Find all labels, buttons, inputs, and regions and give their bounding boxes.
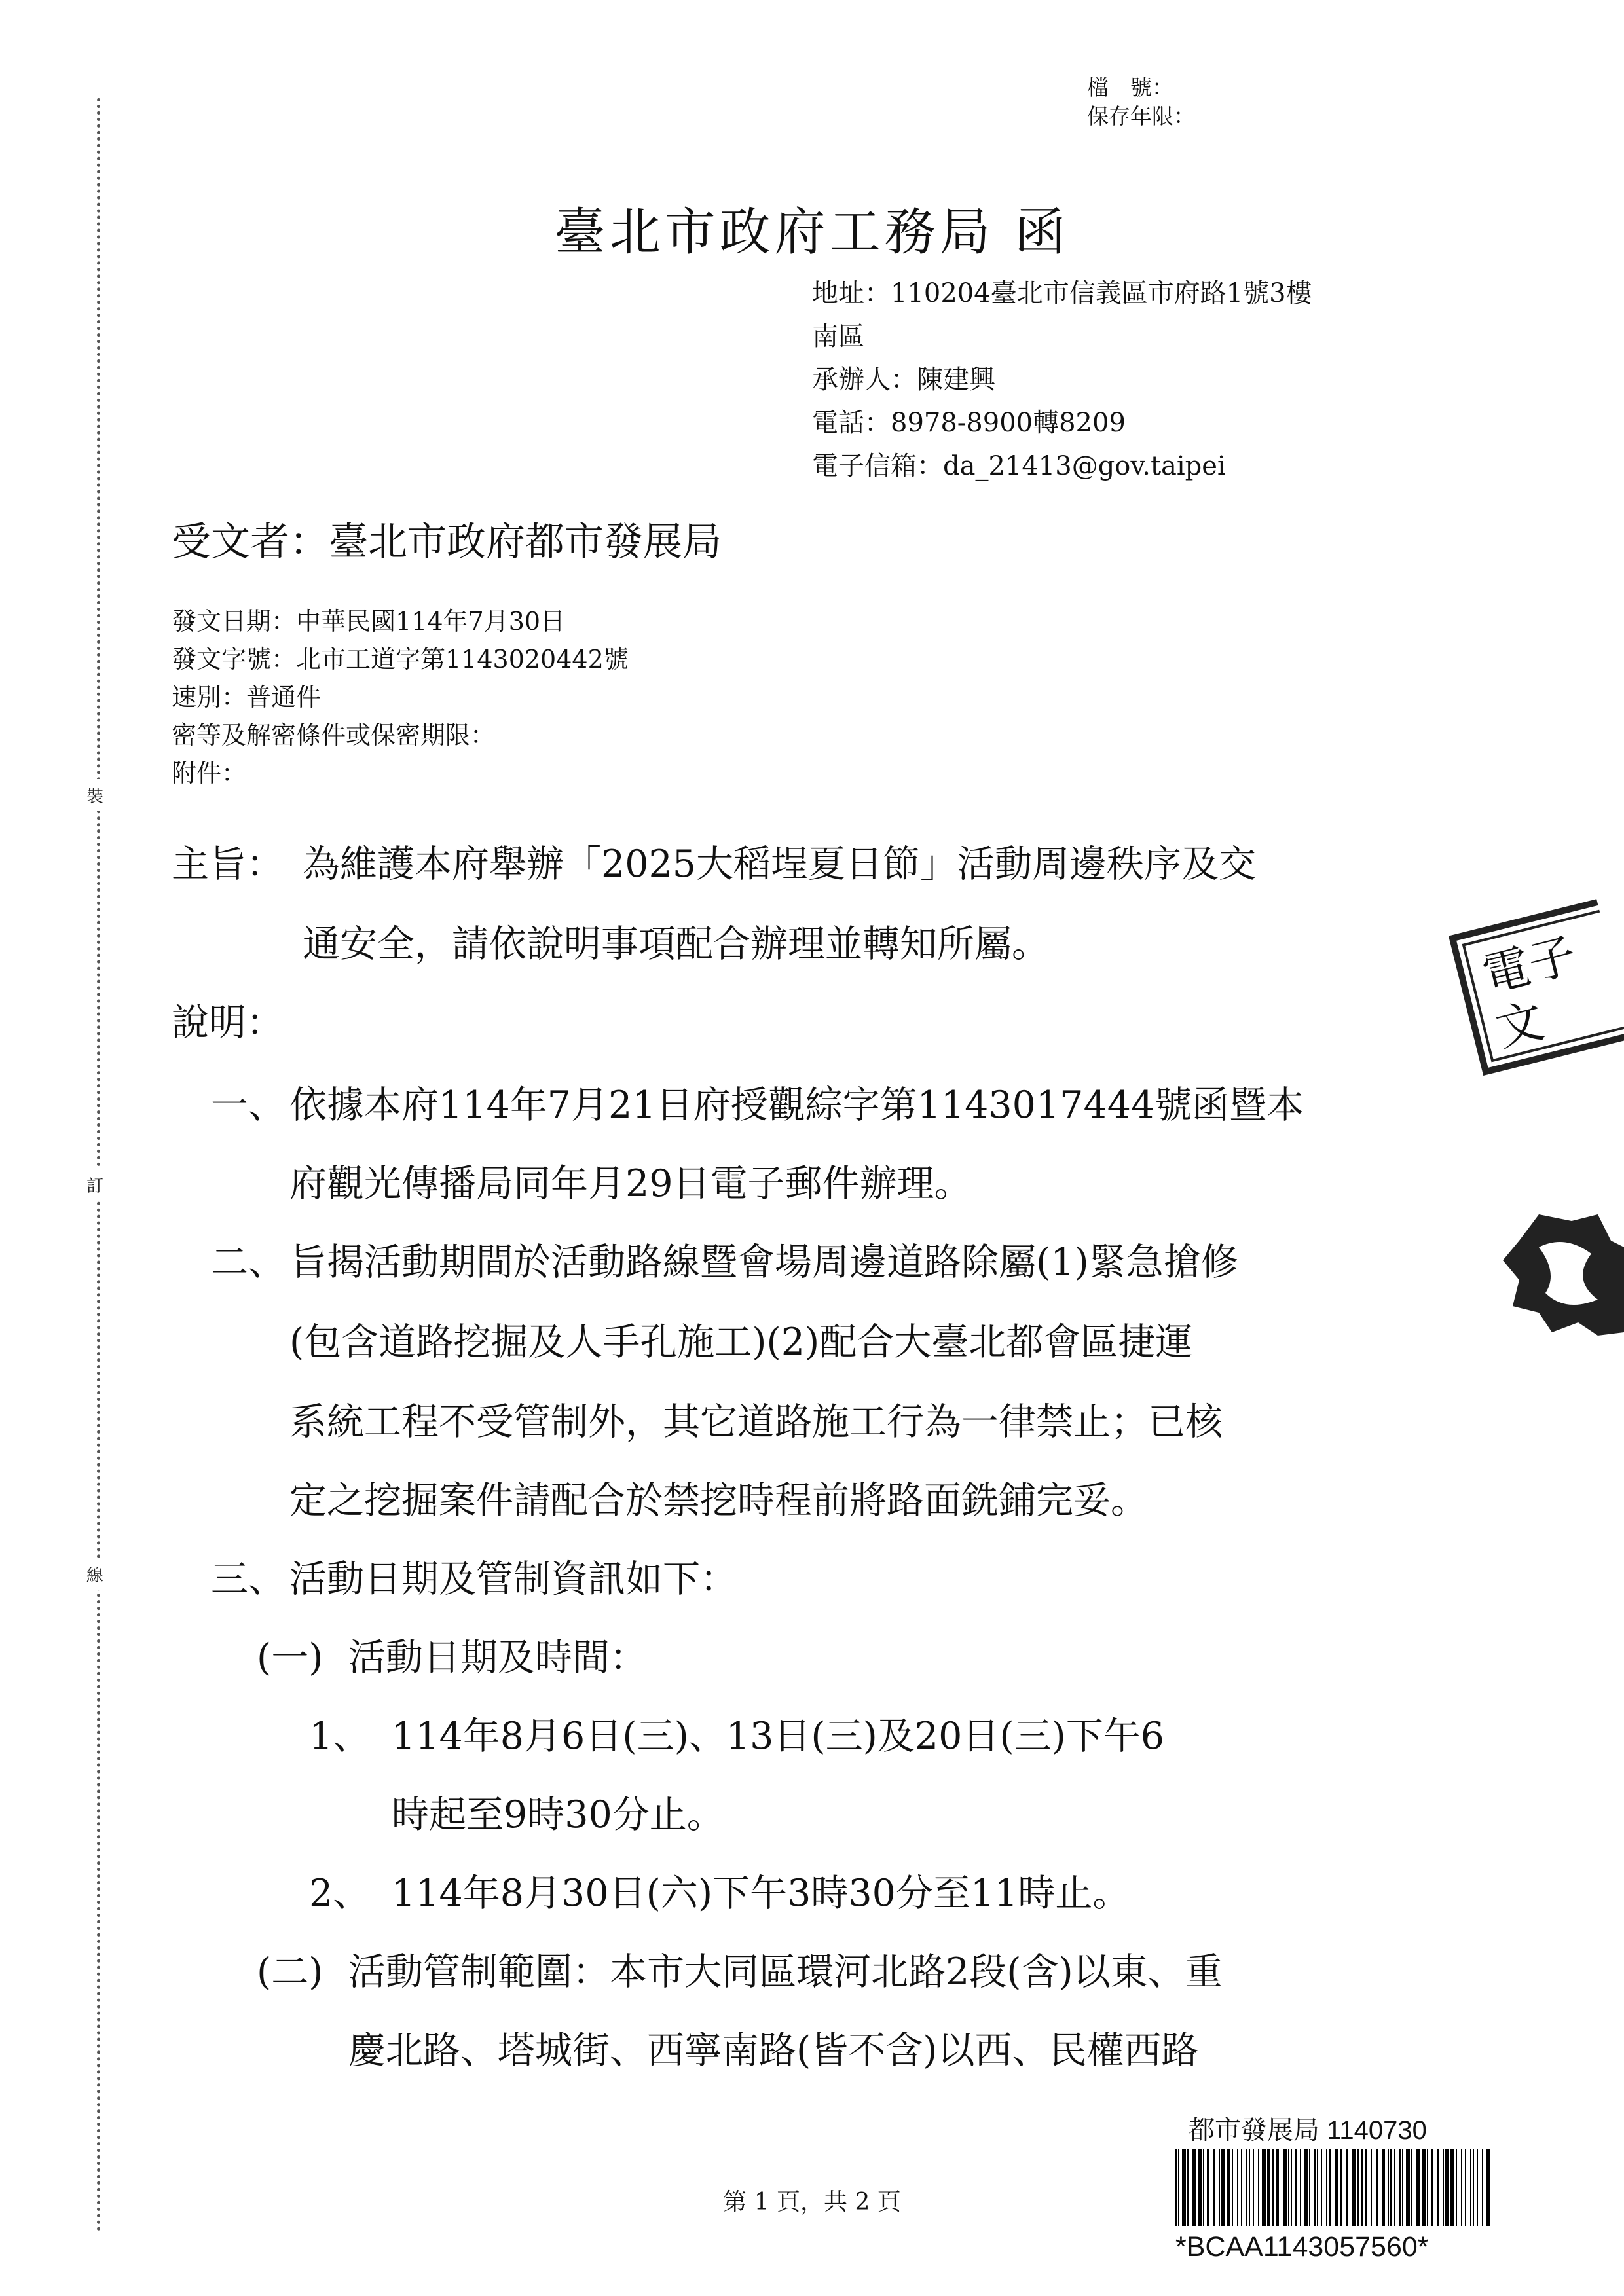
barcode-bar [1411,2149,1412,2226]
binding-dotted-line [97,98,100,2232]
barcode-bar [1340,2149,1342,2226]
barcode-bar [1456,2149,1457,2226]
barcode-bar [1304,2149,1308,2226]
barcode-bar [1192,2149,1196,2226]
barcode-bar [1461,2149,1462,2226]
sub-1b-line-1: 114年8月30日(六)下午3時30分至11時止。 [392,1872,1130,1915]
item-2-line-1: 旨揭活動期間於活動路線暨會場周邊道路除屬(1)緊急搶修 [289,1241,1238,1284]
item-2-line-2: (包含道路挖掘及人手孔施工)(2)配合大臺北都會區捷運 [289,1321,1193,1364]
barcode-bar [1465,2149,1466,2226]
barcode-bar [1291,2149,1292,2226]
barcode-bar [1477,2149,1478,2226]
barcode-bar [1450,2149,1454,2226]
barcode-bar [1390,2149,1392,2226]
barcode-bar [1203,2149,1204,2226]
barcode-bar [1473,2149,1474,2226]
barcode-bar [1321,2149,1322,2226]
document-meta [172,602,629,792]
document-number: 發文字號：北市工道字第1143020442號 [172,645,629,674]
barcode-bar [1187,2149,1189,2226]
svg-text:文: 文 [1490,992,1550,1057]
barcode [1175,2149,1490,2226]
file-meta [1087,73,1195,131]
recipient: 受文者：臺北市政府都市發展局 [172,519,722,565]
sub-1a-line-1: 114年8月6日(三)、13日(三)及20日(三)下午6 [392,1715,1165,1758]
document-title: 臺北市政府工務局 函 [554,203,1070,262]
receipt-label: 都市發展局 1140730 [1189,2116,1427,2145]
barcode-bar [1431,2149,1433,2226]
attachment: 附件： [172,759,247,788]
barcode-bar [1267,2149,1270,2226]
binding-mark-xian: 線 [86,1558,103,1590]
explanation-label: 說明： [172,1001,284,1044]
address-line-1: 地址：110204臺北市信義區市府路1號3樓 [812,278,1312,308]
barcode-bar [1219,2149,1220,2226]
barcode-text: *BCAA1143057560* [1175,2231,1429,2263]
barcode-bar [1427,2149,1428,2226]
barcode-bar [1422,2149,1426,2226]
barcode-bar [1388,2149,1389,2226]
item-1-line-2: 府觀光傳播局同年月29日電子郵件辦理。 [289,1162,972,1205]
barcode-bar [1253,2149,1254,2226]
barcode-bar [1213,2149,1215,2226]
sub-2-marker: (二) [257,1950,323,1994]
barcode-bar [1262,2149,1266,2226]
barcode-bar [1365,2149,1367,2226]
barcode-bar [1443,2149,1444,2226]
sub-1-marker: (一) [257,1636,323,1679]
phone: 電話：8978-8900轉8209 [812,408,1126,438]
file-number-label: 檔 號： [1087,75,1173,100]
barcode-bar [1276,2149,1279,2226]
speed-class: 速別：普通件 [172,683,322,712]
sub-2-line-2: 慶北路、塔城街、西寧南路(皆不含)以西、民權西路 [348,2029,1199,2072]
barcode-bar [1357,2149,1359,2226]
item-2-marker: 二、 [211,1241,286,1284]
barcode-bar [1221,2149,1225,2226]
barcode-bar [1198,2149,1202,2226]
barcode-bar [1329,2149,1331,2226]
barcode-bar [1246,2149,1247,2226]
svg-text:電子: 電子 [1477,926,1582,1004]
binding-mark-zhuang: 裝 [86,779,103,811]
barcode-bar [1371,2149,1372,2226]
barcode-bar [1295,2149,1297,2226]
item-1-line-1: 依據本府114年7月21日府授觀綜字第1143017444號函暨本 [289,1084,1304,1127]
barcode-bar [1346,2149,1348,2226]
retention-label: 保存年限： [1087,103,1195,129]
barcode-bar [1382,2149,1385,2226]
sub-1a-marker: 1、 [309,1715,371,1758]
barcode-bar [1232,2149,1233,2226]
barcode-bar [1437,2149,1439,2226]
barcode-bar [1309,2149,1310,2226]
item-2-line-4: 定之挖掘案件請配合於禁挖時程前將路面銑鋪完妥。 [289,1479,1148,1522]
barcode-bar [1241,2149,1242,2226]
page-seal-icon [1500,1208,1624,1339]
barcode-bar [1272,2149,1274,2226]
secrecy-level: 密等及解密條件或保密期限： [172,721,496,750]
barcode-bar [1227,2149,1230,2226]
subject-line-2: 通安全，請依說明事項配合辦理並轉知所屬。 [303,922,1049,966]
barcode-bar [1314,2149,1316,2226]
subject-line-1: 為維護本府舉辦「2025大稻埕夏日節」活動周邊秩序及交 [303,843,1257,886]
handler: 承辦人：陳建興 [812,365,995,395]
sub-1a-line-2: 時起至9時30分止。 [392,1793,724,1836]
barcode-bar [1361,2149,1363,2226]
barcode-bar [1283,2149,1287,2226]
item-3-marker: 三、 [211,1558,286,1601]
barcode-bar [1249,2149,1250,2226]
barcode-bar [1317,2149,1318,2226]
sub-1-text: 活動日期及時間： [348,1636,647,1679]
page-number: 第 1 頁，共 2 頁 [723,2189,901,2215]
item-2-line-3: 系統工程不受管制外，其它道路施工行為一律禁止；已核 [289,1400,1223,1444]
barcode-bar [1406,2149,1410,2226]
barcode-bar [1288,2149,1289,2226]
email: 電子信箱：da_21413@gov.taipei [812,451,1226,481]
item-3-line-1: 活動日期及管制資訊如下： [289,1558,737,1601]
barcode-bar [1402,2149,1403,2226]
sub-1b-marker: 2、 [309,1872,371,1915]
barcode-bar [1445,2149,1449,2226]
barcode-bar [1300,2149,1301,2226]
item-1-marker: 一、 [211,1084,286,1127]
barcode-bar [1416,2149,1420,2226]
binding-mark-ding: 訂 [86,1169,103,1201]
address-line-2: 南區 [812,321,864,352]
issue-date: 發文日期：中華民國114年7月30日 [172,607,566,636]
barcode-bar [1399,2149,1401,2226]
barcode-bar [1237,2149,1238,2226]
barcode-bar [1335,2149,1338,2226]
sender-info [812,272,1312,488]
barcode-bar [1352,2149,1356,2226]
barcode-bar [1470,2149,1471,2226]
subject-label: 主旨： [172,843,284,886]
barcode-bar [1394,2149,1395,2226]
sub-2-line-1: 活動管制範圍：本市大同區環河北路2段(含)以東、重 [348,1950,1223,1994]
barcode-bar [1258,2149,1259,2226]
electronic-exchange-stamp [1443,894,1624,1080]
barcode-bar [1486,2149,1490,2226]
barcode-bar [1482,2149,1483,2226]
barcode-bar [1175,2149,1177,2226]
barcode-bar [1376,2149,1378,2226]
barcode-bar [1178,2149,1179,2226]
barcode-bar [1207,2149,1209,2226]
barcode-bar [1182,2149,1186,2226]
barcode-bar [1326,2149,1327,2226]
